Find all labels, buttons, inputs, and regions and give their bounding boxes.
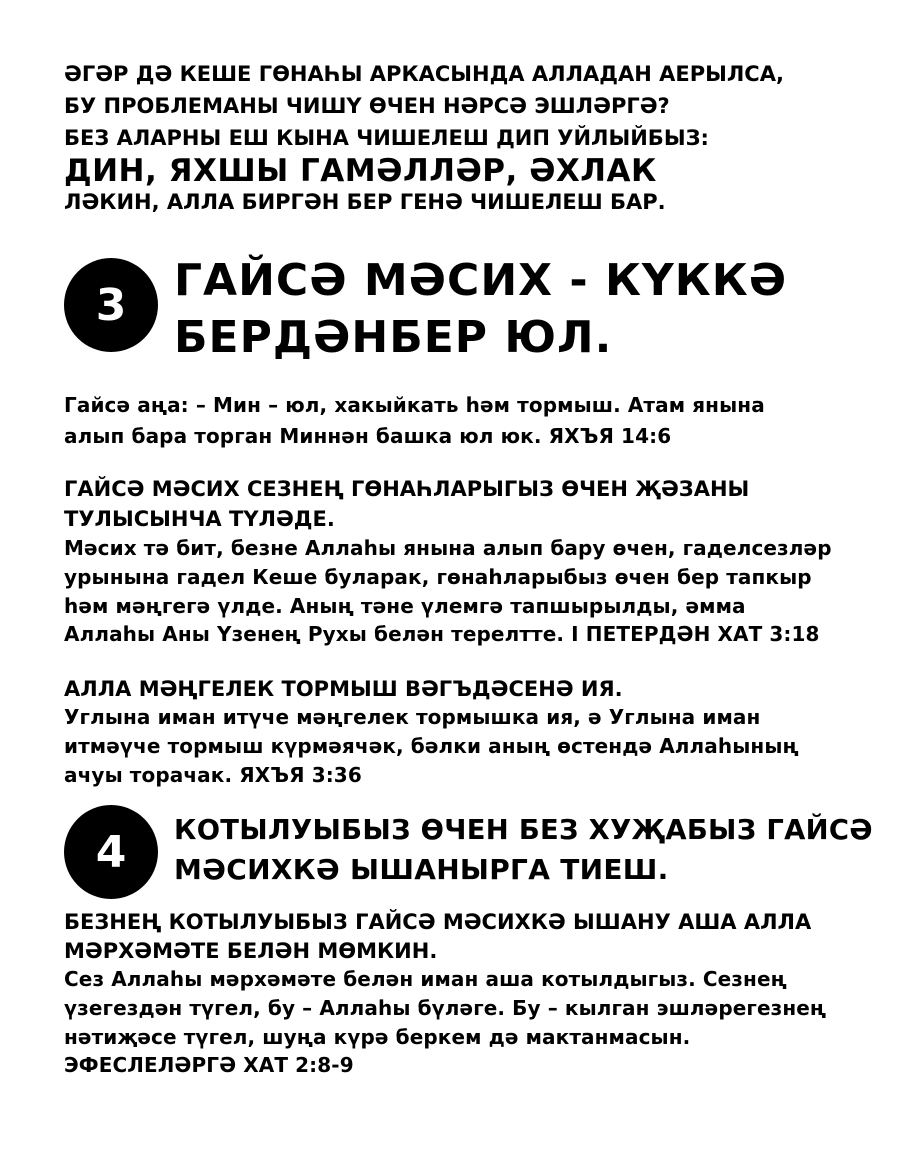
step-3-section-1-heading-line-2: ТУЛЫСЫНЧА ТҮЛӘДЕ. <box>64 507 335 531</box>
step-3-section-1-body-line-2: урынына гадел Кеше буларак, гөнаһларыбыз өчен бер тапкыр <box>64 565 812 589</box>
step-4-section-body-line-4: ЭФЕСЛЕЛӘРГӘ ХАТ 2:8-9 <box>64 1053 354 1077</box>
step-3-title-line-1: ГАЙСӘ МӘСИХ - КҮККӘ <box>174 255 788 306</box>
step-3-number-badge <box>64 258 158 352</box>
step-4-section-body-line-3: нәтиҗәсе түгел, шуңа күрә беркем дә мактанмасын. <box>64 1025 691 1049</box>
step-3-section-1-body-line-3: һәм мәңгегә үлде. Аның тәне үлемгә тапшырылды, әмма <box>64 594 746 618</box>
step-4-section-body-line-1: Сез Аллаһы мәрхәмәте белән иман аша котылдыгыз. Сезнең <box>64 967 787 991</box>
intro-emphasis: ДИН, ЯХШЫ ГАМӘЛЛӘР, ӘХЛАК <box>64 153 657 189</box>
intro-line-2: БУ ПРОБЛЕМАНЫ ЧИШҮ ӨЧЕН НӘРСӘ ЭШЛӘРГӘ? <box>64 94 670 118</box>
intro-line-3: БЕЗ АЛАРНЫ ЕШ КЫНА ЧИШЕЛЕШ ДИП УЙЛЫЙБЫЗ: <box>64 126 709 150</box>
step-4-section-heading-line-1: БЕЗНЕҢ КОТЫЛУЫБЫЗ ГАЙСӘ МӘСИХКӘ ЫШАНУ АША АЛЛА <box>64 910 812 934</box>
step-3-section-1-heading-line-1: ГАЙСӘ МӘСИХ СЕЗНЕҢ ГӨНАҺЛАРЫГЫЗ ӨЧЕН ҖӘЗАНЫ <box>64 477 750 501</box>
intro-line-1: ӘГӘР ДӘ КЕШЕ ГӨНАҺЫ АРКАСЫНДА АЛЛАДАН АЕРЫЛСА, <box>64 62 784 86</box>
step-3-title-line-2: БЕРДӘНБЕР ЮЛ. <box>174 312 613 363</box>
step-3-section-1-body-line-1: Мәсих тә бит, безне Аллаһы янына алып бару өчен, гаделсезләр <box>64 536 832 560</box>
step-4-number-badge <box>64 805 158 899</box>
step-3-section-2-body-line-3: ачуы торачак. ЯХЪЯ 3:36 <box>64 763 362 787</box>
step-4-section-body-line-2: үзегездән түгел, бу – Аллаһы бүләге. Бу – кылган эшләрегезнең <box>64 996 827 1020</box>
step-4-title-line-1: КОТЫЛУЫБЫЗ ӨЧЕН БЕЗ ХУҖАБЫЗ ГАЙСӘ <box>174 815 873 846</box>
step-4-section-heading-line-2: МӘРХӘМӘТЕ БЕЛӘН МӨМКИН. <box>64 939 438 963</box>
step-3-section-1-body-line-4: Аллаһы Аны Үзенең Рухы белән терелтте. I ПЕТЕРДӘН ХАТ 3:18 <box>64 622 820 646</box>
intro-closing: ЛӘКИН, АЛЛА БИРГӘН БЕР ГЕНӘ ЧИШЕЛЕШ БАР. <box>64 190 666 214</box>
step-4-title-line-2: МӘСИХКӘ ЫШАНЫРГА ТИЕШ. <box>174 853 669 886</box>
step-3-section-2-body-line-2: итмәүче тормыш күрмәячәк, бәлки аның өстендә Аллаһының <box>64 734 799 758</box>
step-3-verse-line-2: алып бара торган Миннән башка юл юк. ЯХЪЯ 14:6 <box>64 424 672 448</box>
step-3-verse-line-1: Гайсә аңа: – Мин – юл, хакыйкать һәм тормыш. Атам янына <box>64 393 765 417</box>
step-4-number: 4 <box>95 826 127 878</box>
step-3-section-2-heading: АЛЛА МӘҢГЕЛЕК ТОРМЫШ ВӘГЪДӘСЕНӘ ИЯ. <box>64 677 623 701</box>
step-3-number: 3 <box>95 279 127 331</box>
step-3-section-2-body-line-1: Углына иман итүче мәңгелек тормышка ия, ә Углына иман <box>64 705 761 729</box>
